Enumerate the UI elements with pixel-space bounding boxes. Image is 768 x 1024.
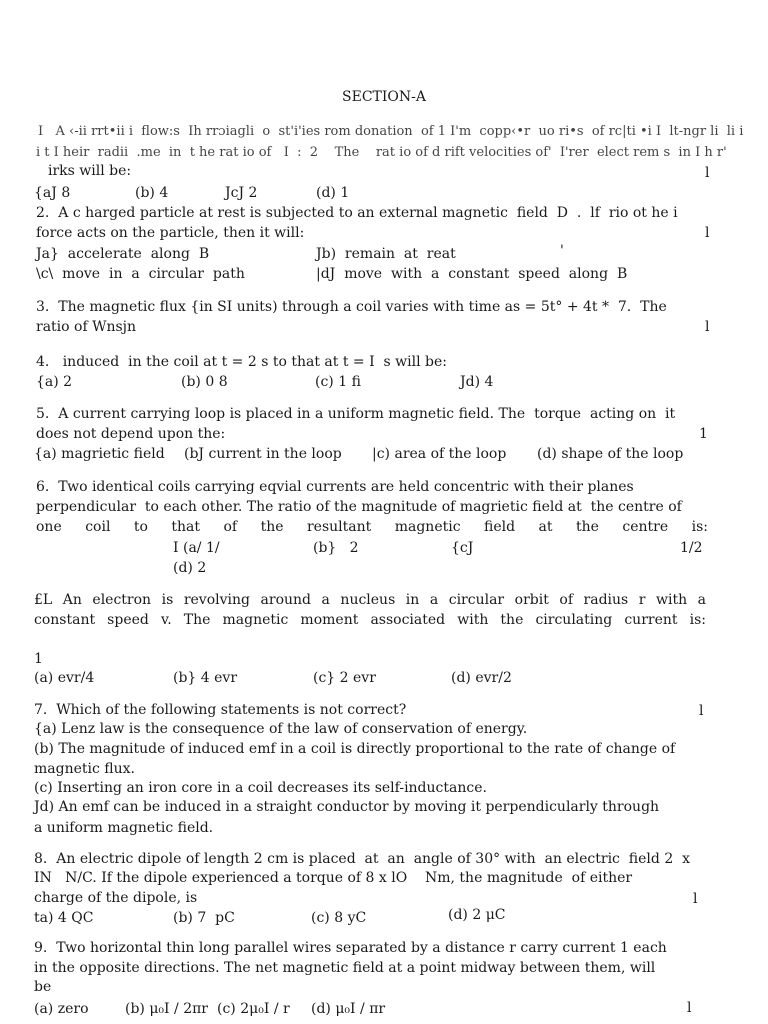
q7-statement-d-line2: a uniform magnetic field.	[34, 820, 214, 836]
q-electron-line1: £L An electron is revolving around a nucleus in a circular orbit of radius r with a	[34, 592, 706, 608]
q9-line2: in the opposite directions. The net magnetic field at a point midway between them, will	[34, 960, 656, 976]
q6-option-b: (b} 2	[313, 540, 359, 556]
q6-line1: 6. Two identical coils carrying eqvial currents are held concentric with their planes	[36, 479, 634, 495]
q9-option-b: (b) μ₀I / 2πr	[125, 1001, 208, 1017]
q9-line3: be	[34, 979, 52, 995]
q9-mark: l	[687, 1000, 692, 1016]
q6-option-d: (d) 2	[173, 560, 207, 576]
q-electron-option-d: (d) evr/2	[451, 670, 512, 686]
q6-option-c-value: 1/2	[680, 540, 703, 556]
section-title: SECTION-A	[342, 89, 426, 105]
q4-option-c: (c) 1 fi	[315, 374, 361, 390]
q2-line2: force acts on the particle, then it will:	[36, 225, 305, 241]
q4-line1: 4. induced in the coil at t = 2 s to that at t = I s will be:	[36, 354, 447, 370]
q2-option-c: \c\ move in a circular path	[36, 266, 245, 282]
q3-line2: ratio of Wnsjn	[36, 319, 137, 335]
q2-line1: 2. A c harged particle at rest is subjected to an external magnetic field D . lf rio ot he i	[36, 205, 678, 221]
q7-statement-a: {a) Lenz law is the consequence of the law of conservation of energy.	[34, 721, 528, 737]
q-electron-option-c: (c} 2 evr	[313, 670, 376, 686]
q-electron-line2: constant speed v. The magnetic moment associated with the circulating current is:	[34, 612, 706, 628]
q7-statement-b-line2: magnetic flux.	[34, 761, 135, 777]
q8-option-c: (c) 8 yC	[311, 910, 367, 926]
q6-option-c: {cJ	[451, 540, 474, 556]
q-electron-mark: 1	[34, 651, 43, 667]
q1-option-b: (b) 4	[135, 185, 169, 201]
q2-option-b: Jb) remain at reat	[316, 246, 456, 262]
q-electron-option-a: (a) evr/4	[34, 670, 95, 686]
q5-mark: 1	[699, 426, 708, 442]
q6-option-a: I (a/ 1/	[173, 540, 220, 556]
q2-mark: l	[705, 225, 710, 241]
q7-line1: 7. Which of the following statements is not correct?	[34, 702, 407, 718]
q7-statement-d-line1: Jd) An emf can be induced in a straight conductor by moving it perpendicularly through	[34, 799, 660, 815]
q8-option-a: ta) 4 QC	[34, 910, 94, 926]
q1-option-d: (d) 1	[316, 185, 350, 201]
q2-option-d: |dJ move with a constant speed along B	[316, 266, 628, 282]
q9-option-d: (d) μ₀I / πr	[311, 1001, 386, 1017]
q5-option-a: {a) magrietic field	[34, 446, 165, 462]
q6-line3: one coil to that of the resultant magnetic field at the centre is:	[36, 519, 708, 535]
q2-option-a: Ja} accelerate along B	[36, 246, 210, 262]
q4-option-b: (b) 0 8	[181, 374, 228, 390]
q8-option-b: (b) 7 pC	[173, 910, 235, 926]
q4-option-a: {a) 2	[36, 374, 73, 390]
q1-mark: l	[705, 165, 710, 181]
q7-mark: l	[699, 703, 704, 719]
q2-tick: '	[560, 243, 564, 259]
q4-option-d: Jd) 4	[460, 374, 494, 390]
q1-line2: i t I heir radii .me in t he rat io of I : 2 The rat io of d rift velocities of' I'rer elect rem s in I h r'	[36, 145, 727, 160]
q9-option-a: (a) zero	[34, 1001, 89, 1017]
q5-line1: 5. A current carrying loop is placed in a uniform magnetic field. The torque acting on it	[36, 406, 676, 422]
q1-line1: I A ‹-ii rrt•ii i flow:s Ih rrɔiagli o st'i'ies rom donation of 1 I'm copp‹•r uo ri•s of rc|ti •i I lt-ngr li li i	[38, 124, 744, 139]
q8-line1: 8. An electric dipole of length 2 cm is placed at an angle of 30° with an electric field 2 x	[34, 851, 691, 867]
q8-option-d: (d) 2 μC	[448, 907, 506, 923]
q1-option-c: JcJ 2	[225, 185, 258, 201]
q5-option-b: (bJ current in the loop	[184, 446, 342, 462]
q1-option-a: {aJ 8	[34, 185, 71, 201]
q8-line2: IN N/C. If the dipole experienced a torque of 8 x lO Nm, the magnitude of either	[34, 870, 633, 886]
q1-line3: irks will be:	[48, 163, 132, 179]
q8-mark: l	[693, 891, 698, 907]
q-electron-option-b: (b} 4 evr	[173, 670, 238, 686]
q5-line2: does not depend upon the:	[36, 426, 226, 442]
q3-mark: l	[705, 319, 710, 335]
q6-line2: perpendicular to each other. The ratio of the magnitude of magrietic field at the centre of	[36, 499, 682, 515]
q7-statement-b-line1: (b) The magnitude of induced emf in a coil is directly proportional to the rate of change of	[34, 741, 676, 757]
q9-option-c: (c) 2μ₀I / r	[217, 1001, 290, 1017]
q3-line1: 3. The magnetic flux {in SI units) through a coil varies with time as = 5t° + 4t * 7. The	[36, 299, 667, 315]
q5-option-d: (d) shape of the loop	[537, 446, 684, 462]
q7-statement-c: (c) Inserting an iron core in a coil decreases its self-inductance.	[34, 780, 487, 796]
q5-option-c: |c) area of the loop	[372, 446, 507, 462]
q9-line1: 9. Two horizontal thin long parallel wires separated by a distance r carry current 1 each	[34, 940, 667, 956]
q8-line3: charge of the dipole, is	[34, 890, 198, 906]
